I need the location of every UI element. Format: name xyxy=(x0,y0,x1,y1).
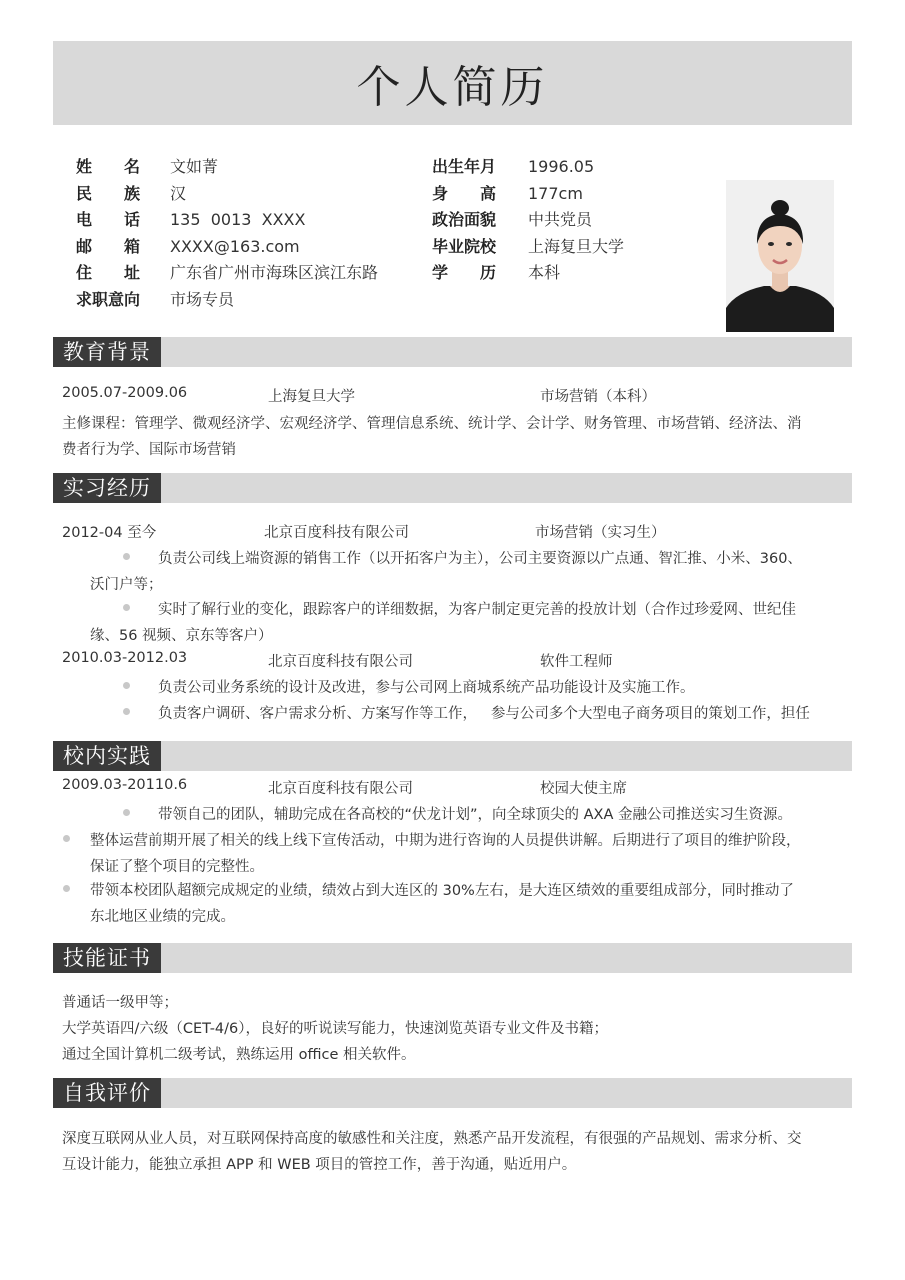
personal-info-left xyxy=(76,154,378,314)
bullet-icon xyxy=(123,553,130,560)
skill-line: 普通话一级甲等； xyxy=(62,995,178,1011)
political-value: 中共党员 xyxy=(528,210,593,230)
job2-role: 软件工程师 xyxy=(540,654,613,670)
info-row-name xyxy=(76,154,378,181)
label-char: 住 xyxy=(76,263,93,283)
birth-value: 1996.05 xyxy=(528,157,595,176)
label-char: 箱 xyxy=(123,236,140,256)
job1-bullet-2: 实时了解行业的变化，跟踪客户的详细数据，为客户制定更完善的投放计划（合作过珍爱网、世纪佳 xyxy=(158,602,796,618)
bullet-icon xyxy=(63,885,70,892)
label-char: 姓 xyxy=(76,157,93,176)
info-row-email xyxy=(76,234,378,261)
label-char: 民 xyxy=(76,183,93,203)
campus-company: 北京百度科技有限公司 xyxy=(268,781,413,797)
school-label: 毕业院校 xyxy=(432,236,497,256)
section-title: 校内实践 xyxy=(53,741,161,771)
label-char: 电 xyxy=(76,210,93,230)
edu-courses-line: 主修课程：管理学、微观经济学、宏观经济学、管理信息系统、统计学、会计学、财务管理、市场营销、经济法、消 xyxy=(62,416,802,432)
bullet-icon xyxy=(123,604,130,611)
skill-line: 大学英语四/六级（CET-4/6），良好的听说读写能力，快速浏览英语专业文件及书籍； xyxy=(62,1021,609,1037)
phone-value: 135 0013 XXXX xyxy=(170,210,306,230)
campus-bullet-3: 带领本校团队超额完成规定的业绩，绩效占到大连区的 30%左右，是大连区绩效的重要组成部分，同时推动了 xyxy=(90,883,794,899)
bullet-icon xyxy=(123,708,130,715)
job2-bullet-2: 负责客户调研、客户需求分析、方案写作等工作， 参与公司多个大型电子商务项目的策划工作，担任 xyxy=(158,706,810,722)
edu-date: 2005.07-2009.06 xyxy=(62,385,188,401)
campus-date: 2009.03-20110.6 xyxy=(62,777,188,793)
campus-bullet-1: 带领自己的团队，辅助完成在各高校的“伏龙计划”，向全球顶尖的 AXA 金融公司推送实习生资源。 xyxy=(158,807,793,823)
email-value: XXXX@163.com xyxy=(170,236,300,256)
info-row-objective xyxy=(76,287,378,314)
label-char: 邮 xyxy=(76,236,93,256)
info-row-height xyxy=(432,181,624,208)
label-char: 高 xyxy=(479,183,496,203)
job1-company: 北京百度科技有限公司 xyxy=(264,525,409,541)
section-title: 实习经历 xyxy=(53,473,161,503)
label-char: 身 xyxy=(432,183,449,203)
label-char: 学 xyxy=(432,263,449,283)
job2-company: 北京百度科技有限公司 xyxy=(268,654,413,670)
section-header-campus xyxy=(53,741,852,771)
bullet-icon xyxy=(123,809,130,816)
edu-school: 上海复旦大学 xyxy=(268,389,355,405)
campus-bullet-2: 整体运营前期开展了相关的线上线下宣传活动，中期为进行咨询的人员提供讲解。后期进行了项目的维护阶段， xyxy=(90,833,801,849)
info-row-degree xyxy=(432,260,624,287)
info-row-birth xyxy=(432,154,624,181)
height-value: 177cm xyxy=(528,183,583,203)
info-row-political xyxy=(432,207,624,234)
label-char: 族 xyxy=(123,183,140,203)
label-char: 名 xyxy=(123,157,140,176)
objective-label: 求职意向 xyxy=(76,289,141,309)
info-row-address xyxy=(76,260,378,287)
school-value: 上海复旦大学 xyxy=(528,236,625,256)
edu-major: 市场营销（本科） xyxy=(540,389,656,405)
label-char: 话 xyxy=(123,210,140,230)
title-bar xyxy=(53,41,852,125)
section-header-skills xyxy=(53,943,852,973)
campus-role: 校园大使主席 xyxy=(540,781,627,797)
page-title: 个人简历 xyxy=(356,62,549,113)
job1-role: 市场营销（实习生） xyxy=(535,525,666,541)
section-title: 教育背景 xyxy=(53,337,161,367)
portrait-illustration xyxy=(726,180,834,332)
address-value: 广东省广州市海珠区滨江东路 xyxy=(170,263,379,283)
skill-line: 通过全国计算机二级考试，熟练运用 office 相关软件。 xyxy=(62,1047,416,1063)
campus-bullet-2-cont: 保证了整个项目的完整性。 xyxy=(90,859,264,875)
job1-bullet-2-cont: 缘、56 视频、京东等客户） xyxy=(90,628,273,644)
job1-bullet-1-cont: 沃门户等； xyxy=(90,577,163,593)
section-header-self-evaluation xyxy=(53,1078,852,1108)
birth-label: 出生年月 xyxy=(432,157,497,176)
info-row-school xyxy=(432,234,624,261)
edu-courses-line: 费者行为学、国际市场营销 xyxy=(62,442,236,458)
section-title: 自我评价 xyxy=(53,1078,161,1108)
section-title: 技能证书 xyxy=(53,943,161,973)
name-value: 文如菁 xyxy=(170,157,219,176)
self-eval-line: 深度互联网从业人员，对互联网保持高度的敏感性和关注度，熟悉产品开发流程，有很强的产品规划、需求分析、交 xyxy=(62,1131,802,1147)
info-row-ethnicity xyxy=(76,181,378,208)
label-char: 址 xyxy=(123,263,140,283)
profile-photo xyxy=(726,180,834,332)
job2-date: 2010.03-2012.03 xyxy=(62,650,188,666)
ethnicity-value: 汉 xyxy=(170,183,187,203)
degree-value: 本科 xyxy=(528,263,561,283)
label-char: 历 xyxy=(479,263,496,283)
info-row-phone xyxy=(76,207,378,234)
job2-bullet-1: 负责公司业务系统的设计及改进，参与公司网上商城系统产品功能设计及实施工作。 xyxy=(158,680,695,696)
political-label: 政治面貌 xyxy=(432,210,497,230)
bullet-icon xyxy=(123,682,130,689)
self-eval-line: 互设计能力，能独立承担 APP 和 WEB 项目的管控工作，善于沟通，贴近用户。 xyxy=(62,1157,577,1173)
campus-bullet-3-cont: 东北地区业绩的完成。 xyxy=(90,909,235,925)
bullet-icon xyxy=(63,835,70,842)
section-header-internship xyxy=(53,473,852,503)
personal-info-right xyxy=(432,154,624,287)
job1-bullet-1: 负责公司线上端资源的销售工作（以开拓客户为主），公司主要资源以广点通、智汇推、小米、360、 xyxy=(158,551,802,567)
job1-date: 2012-04 至今 xyxy=(62,525,157,541)
section-header-education xyxy=(53,337,852,367)
objective-value: 市场专员 xyxy=(170,289,235,309)
